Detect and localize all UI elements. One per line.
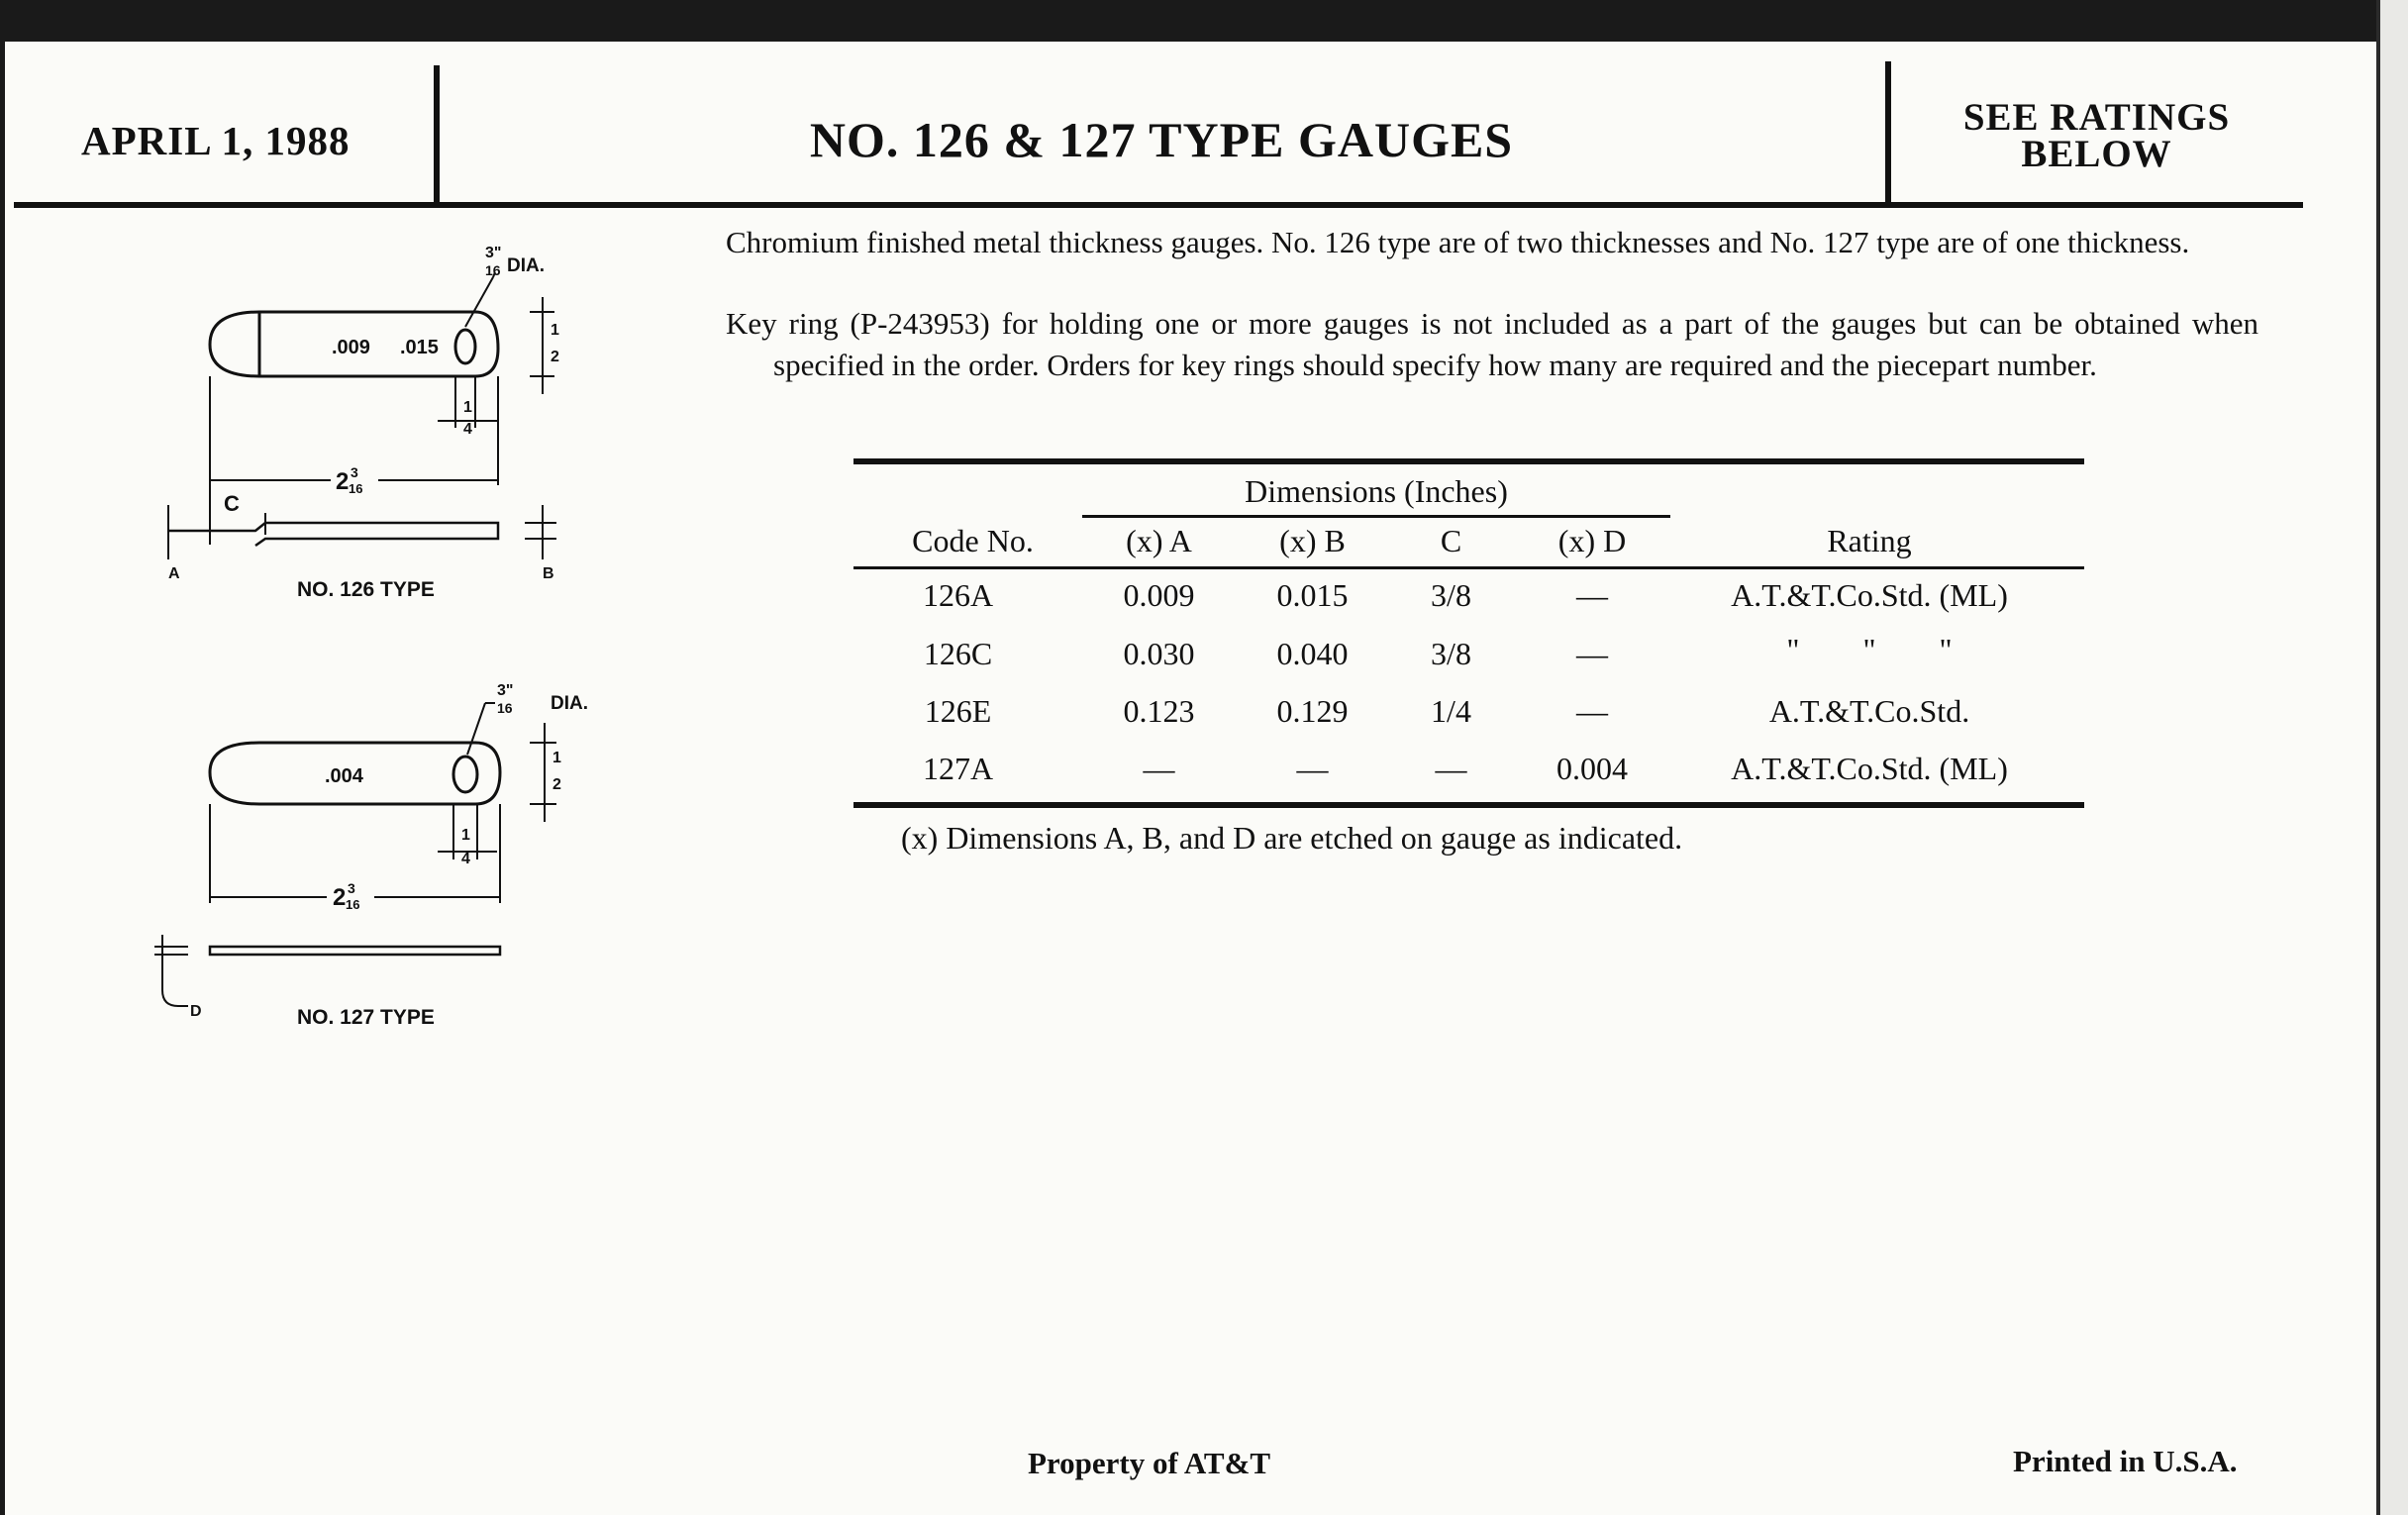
footer-printed: Printed in U.S.A. bbox=[2013, 1444, 2238, 1478]
col-header-rating: Rating bbox=[1827, 523, 1912, 558]
gauge-127-width-den: 2 bbox=[552, 776, 561, 793]
gauge-126-etch-a: .009 bbox=[332, 337, 370, 358]
cell-rating: A.T.&T.Co.Std. (ML) bbox=[1731, 577, 2008, 613]
gauge-126-length-whole: 2 bbox=[336, 468, 350, 495]
cell-code: 126C bbox=[923, 636, 993, 671]
gauge-127-caption: NO. 127 TYPE bbox=[297, 1006, 435, 1029]
gauge-126-dia-den: 16 bbox=[485, 262, 501, 278]
description-paragraph-1: Chromium finished metal thickness gauges. No. 126 type are of two thicknesses and No. 127 type are of one thickness. bbox=[726, 225, 2190, 259]
gauge-126-width-den: 2 bbox=[551, 349, 559, 365]
cell-rating: A.T.&T.Co.Std. (ML) bbox=[1731, 751, 2008, 786]
gauge-127-dia-label: DIA. bbox=[551, 693, 588, 714]
col-header-a: (x) A bbox=[1126, 523, 1192, 558]
cell-d: 0.004 bbox=[1556, 751, 1628, 786]
gauge-126-label-b: B bbox=[543, 565, 554, 582]
cell-b: — bbox=[1296, 751, 1329, 786]
cell-rating: A.T.&T.Co.Std. bbox=[1768, 693, 1970, 729]
cell-code: 126E bbox=[924, 693, 992, 729]
gauge-127-dia-leader bbox=[467, 703, 485, 755]
header-rating-note bbox=[1891, 96, 2302, 175]
gauge-127-length-whole: 2 bbox=[333, 884, 347, 911]
gauge-126-caption: NO. 126 TYPE bbox=[297, 578, 435, 601]
table-top-rule bbox=[853, 458, 2084, 464]
gauge-126-dia-leader bbox=[465, 277, 493, 327]
gauge-127-hole bbox=[453, 757, 477, 792]
cell-b: 0.129 bbox=[1276, 693, 1349, 729]
cell-a: 0.009 bbox=[1123, 577, 1195, 613]
gauge-127-length-num: 3 bbox=[348, 880, 355, 896]
gauge-127-dia-num: 3" bbox=[497, 682, 514, 699]
cell-c: 1/4 bbox=[1431, 693, 1471, 729]
description-paragraph-2: Key ring (P-243953) for holding one or more gauges is not included as a part of the gauges but can be obtained when specified in the order. Orders for key rings should specify how many are required and the piecepart number. bbox=[726, 306, 2258, 382]
gauge-126-label-a: A bbox=[168, 565, 180, 582]
gauge-127-label-d: D bbox=[190, 1003, 202, 1020]
footer-property: Property of AT&T bbox=[1028, 1446, 1271, 1480]
gauge-126-length-num: 3 bbox=[351, 464, 358, 480]
gauge-127-hole-den: 4 bbox=[461, 851, 470, 867]
gauge-126-hole bbox=[455, 330, 475, 363]
cell-a: — bbox=[1143, 751, 1175, 786]
gauge-127-hole-num: 1 bbox=[461, 827, 470, 844]
gauge-127-length-den: 16 bbox=[346, 897, 360, 912]
right-border bbox=[2376, 0, 2408, 1515]
col-header-c: C bbox=[1440, 523, 1462, 558]
cell-rating-ditto: " " " bbox=[1786, 632, 1953, 667]
gauge-127-width-num: 1 bbox=[552, 750, 561, 766]
page-title: NO. 126 & 127 TYPE GAUGES bbox=[809, 112, 1514, 167]
cell-d: — bbox=[1576, 693, 1608, 729]
table-header-rule bbox=[853, 566, 2084, 569]
gauge-126-dia-num: 3" bbox=[485, 245, 502, 261]
rating-note-line1: SEE RATINGS bbox=[1962, 96, 2231, 139]
gauge-drawings bbox=[149, 238, 614, 1060]
cell-c: — bbox=[1435, 751, 1467, 786]
cell-code: 126A bbox=[922, 577, 994, 613]
gauge-126-etch-b: .015 bbox=[400, 337, 439, 358]
cell-d: — bbox=[1576, 636, 1608, 671]
cell-d: — bbox=[1576, 577, 1608, 613]
gauge-126-side-view bbox=[168, 523, 498, 546]
gauge-127-etch: .004 bbox=[325, 765, 363, 787]
right-border-edge bbox=[2376, 0, 2380, 1515]
gauge-126-dia-label: DIA. bbox=[507, 255, 545, 276]
gauge-127-dia-den: 16 bbox=[497, 700, 513, 716]
header-rule bbox=[14, 202, 2303, 208]
table-group-header: Dimensions (Inches) bbox=[1245, 473, 1508, 509]
cell-c: 3/8 bbox=[1431, 577, 1471, 613]
gauge-126-hole-num: 1 bbox=[463, 399, 472, 416]
rating-note-line2: BELOW bbox=[2021, 133, 2172, 175]
cell-b: 0.015 bbox=[1276, 577, 1349, 613]
table-group-rule bbox=[1082, 515, 1670, 518]
gauge-126-width-num: 1 bbox=[551, 322, 559, 339]
table-footnote: (x) Dimensions A, B, and D are etched on gauge as indicated. bbox=[901, 820, 1683, 856]
cell-c: 3/8 bbox=[1431, 636, 1471, 671]
header-date: APRIL 1, 1988 bbox=[81, 118, 351, 163]
gauge-127-side-view bbox=[210, 947, 500, 955]
table-bottom-rule bbox=[853, 802, 2084, 808]
col-header-d: (x) D bbox=[1557, 523, 1627, 558]
gauge-126-length-den: 16 bbox=[349, 481, 363, 496]
col-header-code: Code No. bbox=[912, 523, 1034, 558]
col-header-b: (x) B bbox=[1279, 523, 1346, 558]
gauge-126-label-c: C bbox=[224, 491, 240, 516]
cell-a: 0.030 bbox=[1123, 636, 1195, 671]
gauge-126-hole-den: 4 bbox=[463, 421, 472, 438]
cell-b: 0.040 bbox=[1276, 636, 1349, 671]
cell-code: 127A bbox=[922, 751, 994, 786]
gauge-127-d-dim bbox=[162, 935, 188, 1006]
cell-a: 0.123 bbox=[1123, 693, 1195, 729]
